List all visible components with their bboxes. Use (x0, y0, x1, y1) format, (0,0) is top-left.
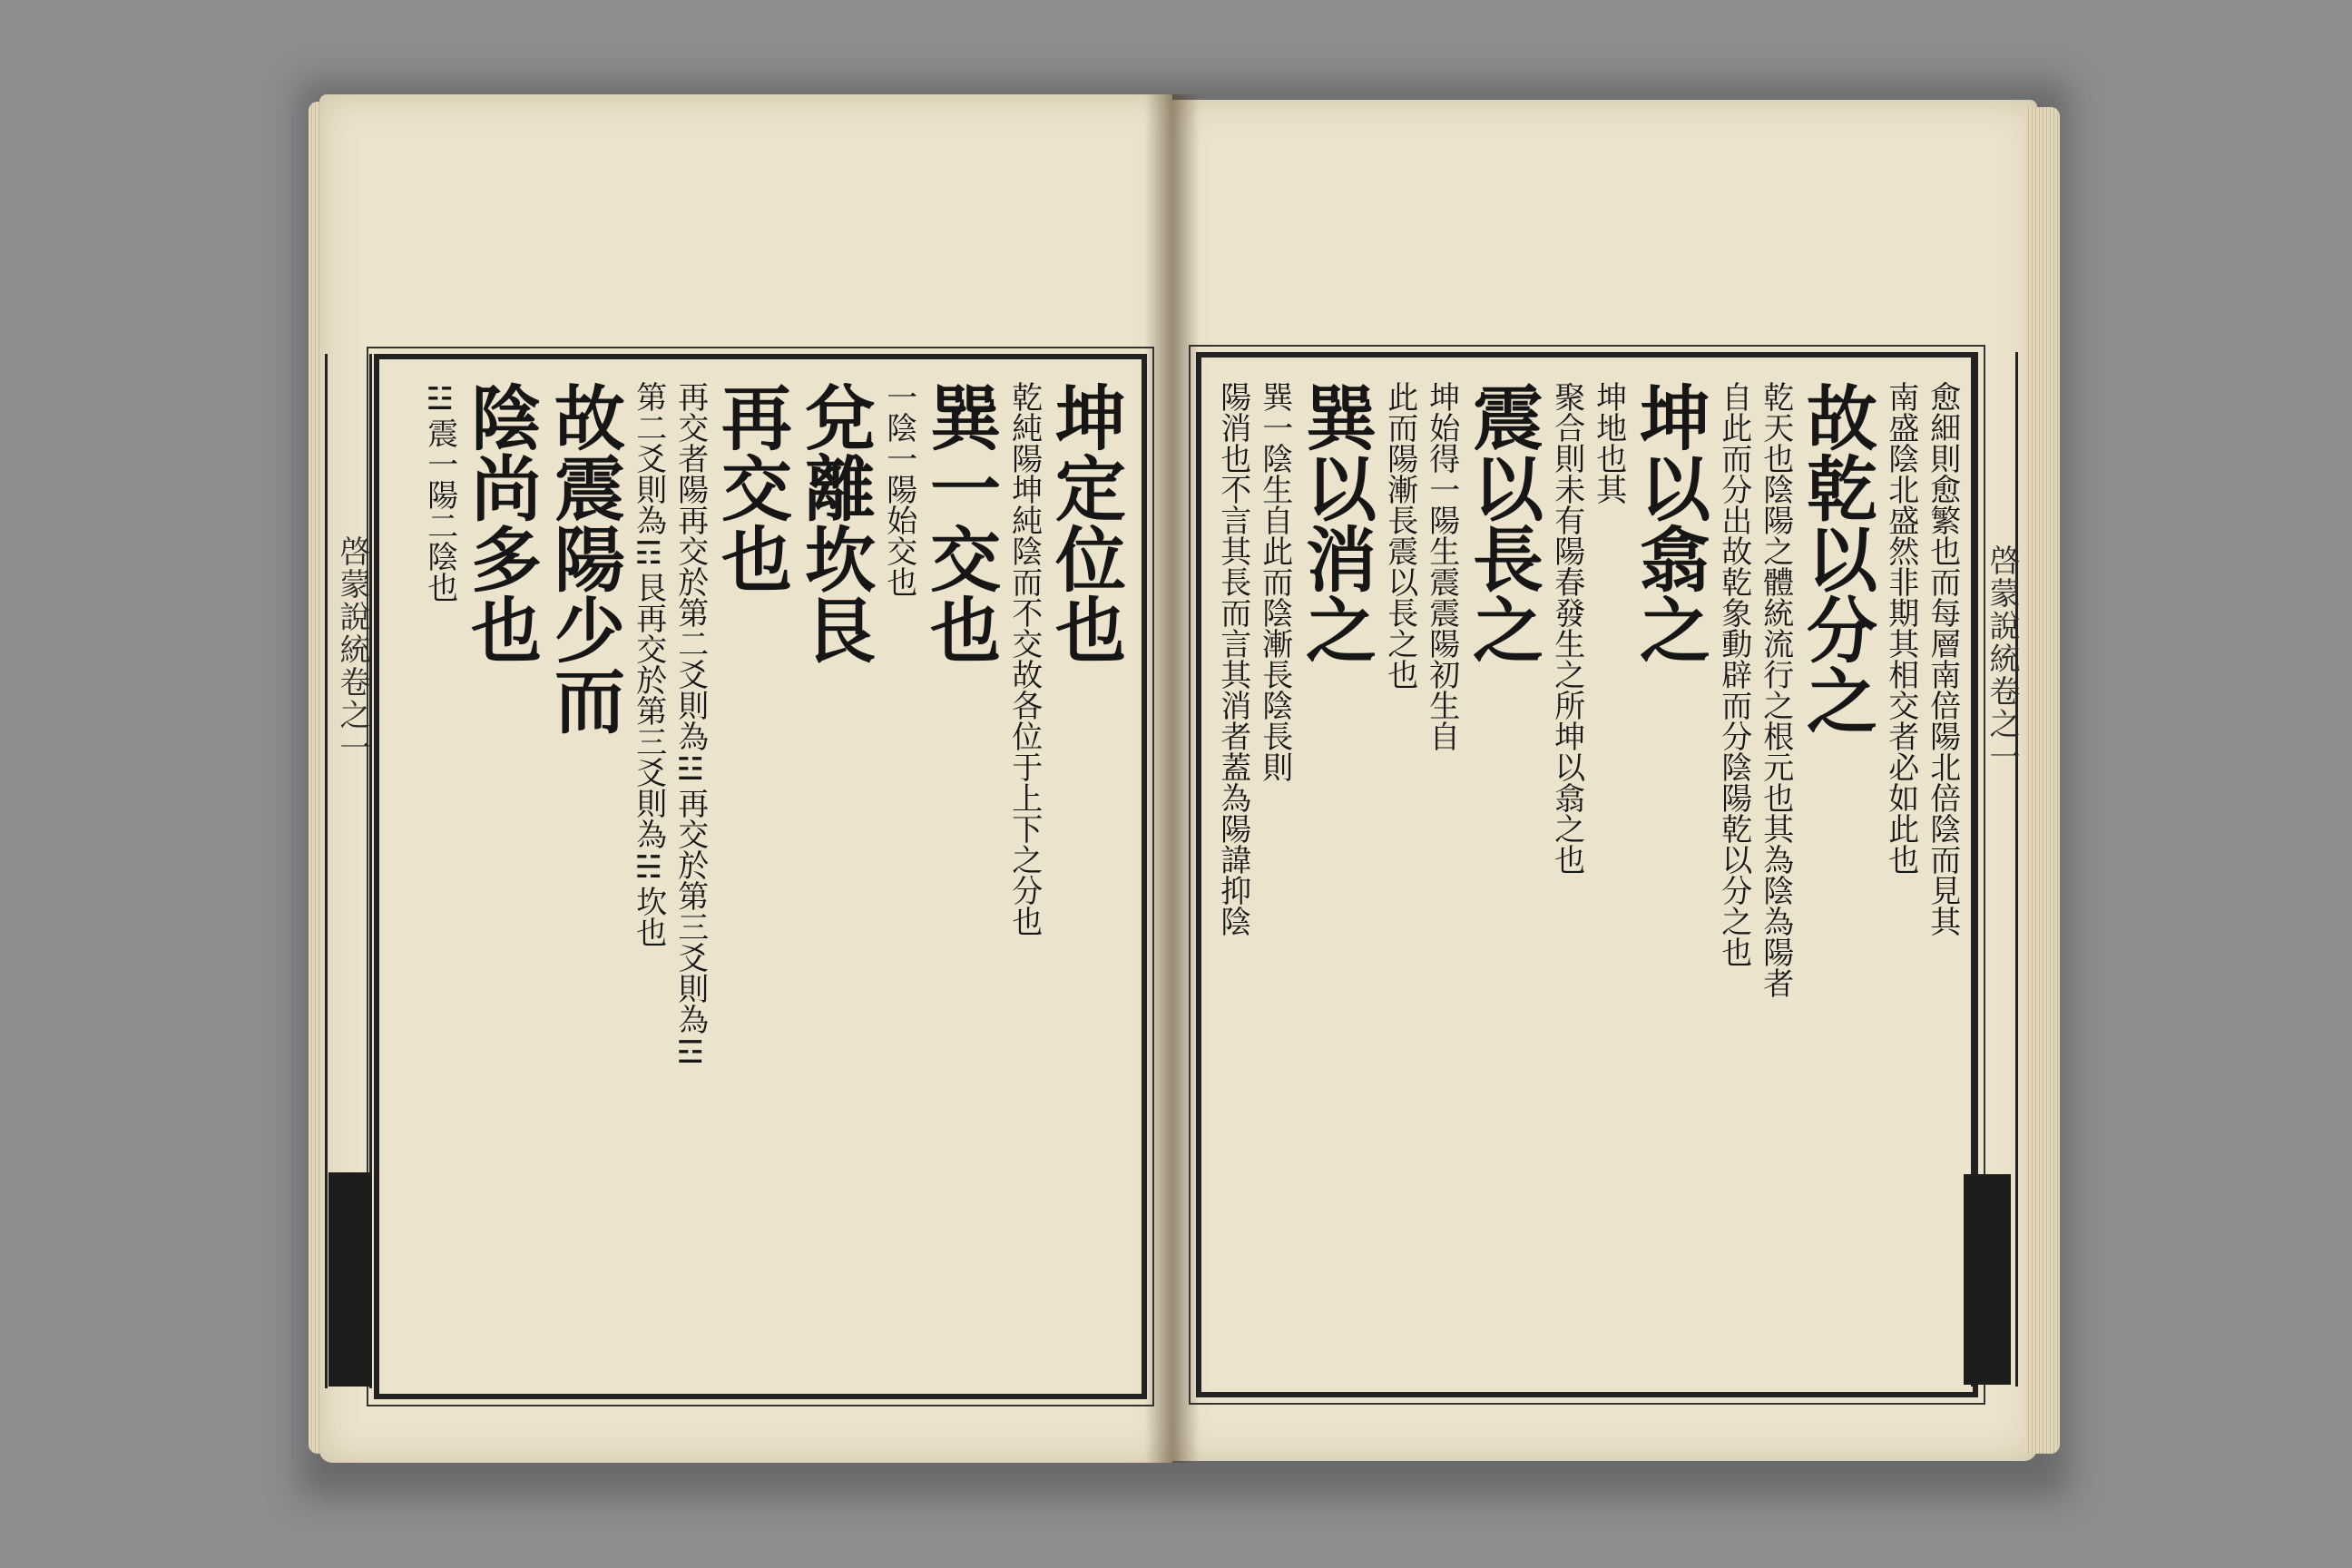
text-column: 陰尚多也 (459, 381, 542, 664)
text-column: 坤地也其 (1590, 381, 1627, 505)
text-column: 乾純陽坤純陰而不交故各位于上下之分也 (1005, 381, 1043, 936)
text-column: 再交也 (710, 381, 792, 593)
text-column: 陽消也不言其長而言其消者蓋為陽諱抑陰 (1214, 381, 1251, 936)
text-column: 自此而分出故乾象動辟而分陰陽乾以分之也 (1715, 381, 1752, 967)
text-column: 愈細則愈繁也而每層南倍陽北倍陰而見其 (1924, 381, 1961, 936)
text-column: 一陰一陽始交也 (880, 381, 917, 597)
text-column: 巽一陰生自此而陰漸長陰長則 (1256, 381, 1293, 782)
text-column: 乾天也陰陽之體統流行之根元也其為陰為陽者 (1757, 381, 1794, 998)
right-margin-title: 啓蒙說統卷之一 (1984, 544, 2020, 773)
book-gutter (1145, 94, 1200, 1463)
text-column: 故震陽少而 (543, 381, 625, 735)
text-column: 故乾以分之 (1795, 381, 1877, 735)
text-column: ☳震一陽二陰也 (421, 381, 458, 603)
text-column: 再交者陽再交於第二爻則為☳再交於第三爻則為☲ (671, 381, 709, 1071)
text-column: 坤以翕之 (1628, 381, 1710, 664)
text-column: 兌離坎艮 (793, 381, 876, 664)
text-column: 聚合則未有陽春發生之所坤以翕之也 (1548, 381, 1585, 875)
right-page-edges (2025, 107, 2060, 1454)
right-ink-block (1964, 1174, 2011, 1385)
text-column: 震以長之 (1461, 381, 1544, 664)
left-margin-title: 啓蒙說統卷之一 (334, 535, 370, 764)
left-ink-block (328, 1172, 372, 1387)
text-column: 南盛陰北盛然非期其相交者必如此也 (1882, 381, 1919, 875)
text-column: 第二爻則為☶艮再交於第三爻則為☵坎也 (630, 381, 667, 947)
text-column: 此而陽漸長震以長之也 (1381, 381, 1418, 690)
text-column: 巽以消之 (1294, 381, 1377, 664)
text-column: 坤始得一陽生震震陽初生自 (1423, 381, 1460, 751)
text-column: 坤定位也 (1044, 381, 1126, 664)
text-column: 巽一交也 (918, 381, 1001, 664)
